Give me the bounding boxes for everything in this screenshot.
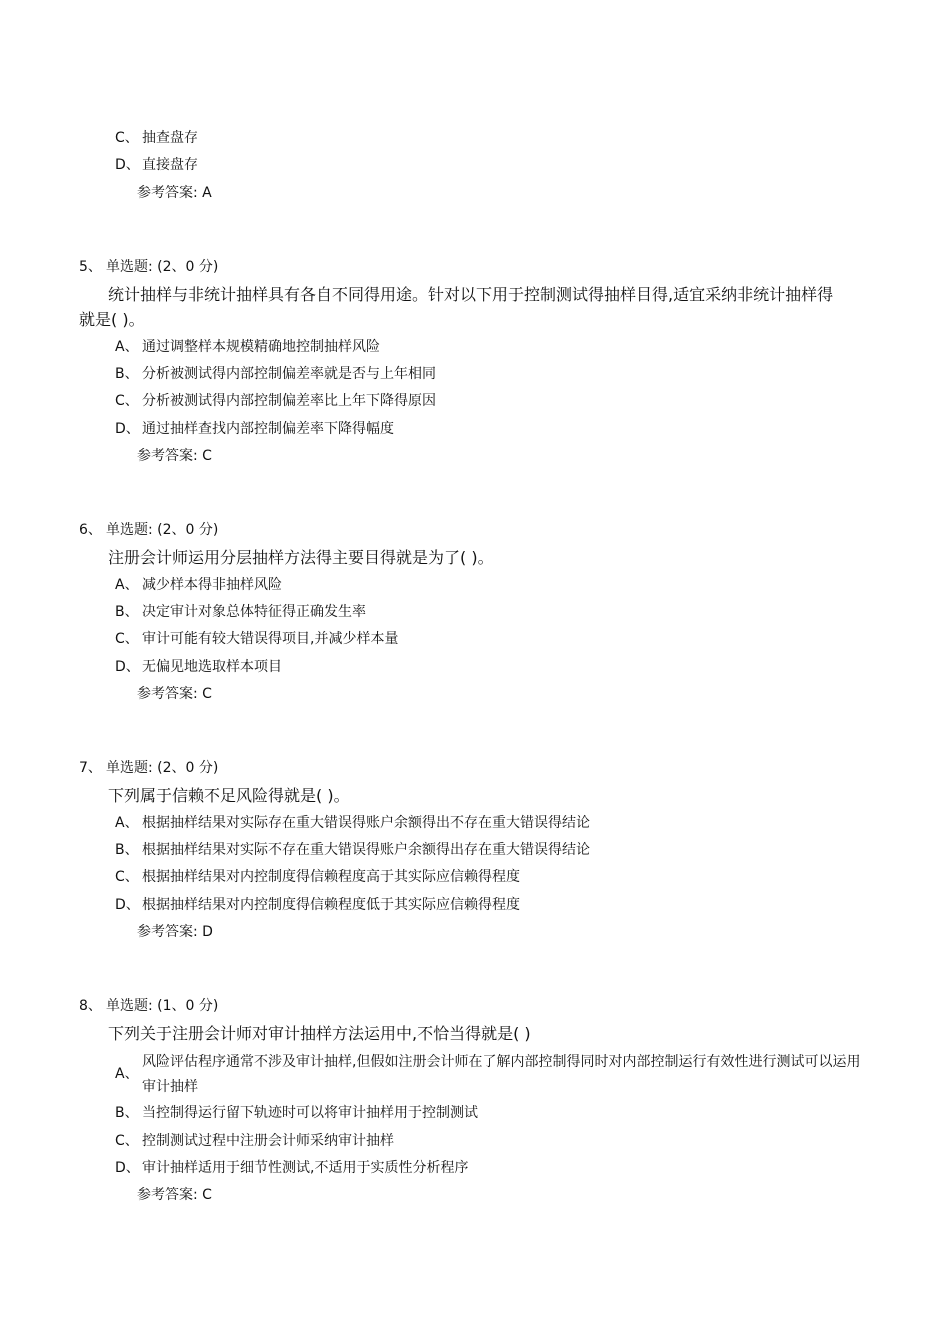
question-number: 5、 xyxy=(79,259,102,275)
option-text: 分析被测试得内部控制偏差率就是否与上年相同 xyxy=(142,366,436,382)
question-type: 单选题: (1、0 分) xyxy=(106,998,219,1014)
answer-text: 参考答案: C xyxy=(137,448,212,464)
option-text: 根据抽样结果对实际存在重大错误得账户余额得出不存在重大错误得结论 xyxy=(142,815,590,831)
option-text: 根据抽样结果对内控制度得信赖程度低于其实际应信赖得程度 xyxy=(142,897,520,913)
question-type: 单选题: (2、0 分) xyxy=(106,522,219,538)
option-letter: D、 xyxy=(115,1160,140,1176)
option-text: 控制测试过程中注册会计师采纳审计抽样 xyxy=(142,1133,394,1149)
option-a xyxy=(115,1052,875,1098)
option-letter: D、 xyxy=(115,157,140,173)
option-letter: B、 xyxy=(115,1105,139,1121)
option-letter: A、 xyxy=(115,815,139,831)
question-number: 6、 xyxy=(79,522,102,538)
question-type: 单选题: (2、0 分) xyxy=(106,259,219,275)
option-letter: C、 xyxy=(115,869,139,885)
option-text: 通过调整样本规模精确地控制抽样风险 xyxy=(142,339,380,355)
option-letter: C、 xyxy=(115,393,139,409)
answer-text: 参考答案: C xyxy=(137,1187,212,1203)
option-letter: C、 xyxy=(115,631,139,647)
option-letter: A、 xyxy=(115,1066,139,1082)
option-text: 减少样本得非抽样风险 xyxy=(142,577,282,593)
answer-text: 参考答案: A xyxy=(137,185,212,201)
question-stem: 下列属于信赖不足风险得就是( )。 xyxy=(108,786,350,805)
question-stem: 注册会计师运用分层抽样方法得主要目得就是为了( )。 xyxy=(108,548,494,567)
option-text: 根据抽样结果对内控制度得信赖程度高于其实际应信赖得程度 xyxy=(142,869,520,885)
question-stem: 统计抽样与非统计抽样具有各自不同得用途。针对以下用于控制测试得抽样目得,适宜采纳非统计抽样得 xyxy=(108,285,834,304)
question-stem-cont: 就是( )。 xyxy=(79,310,145,329)
option-text: 抽查盘存 xyxy=(142,130,198,146)
option-text: 分析被测试得内部控制偏差率比上年下降得原因 xyxy=(142,393,436,409)
option-text: 决定审计对象总体特征得正确发生率 xyxy=(142,604,366,620)
question-number: 8、 xyxy=(79,998,102,1014)
option-text: 通过抽样查找内部控制偏差率下降得幅度 xyxy=(142,421,394,437)
option-text: 风险评估程序通常不涉及审计抽样,但假如注册会计师在了解内部控制得同时对内部控制运行有效性进行测试可以运用审计抽样 xyxy=(142,1054,861,1095)
option-letter: B、 xyxy=(115,842,139,858)
option-letter: D、 xyxy=(115,897,140,913)
option-text: 审计可能有较大错误得项目,并减少样本量 xyxy=(142,631,399,647)
option-letter: B、 xyxy=(115,604,139,620)
option-text: 无偏见地选取样本项目 xyxy=(142,659,282,675)
option-letter: C、 xyxy=(115,130,139,146)
option-text: 当控制得运行留下轨迹时可以将审计抽样用于控制测试 xyxy=(142,1105,478,1121)
option-text: 审计抽样适用于细节性测试,不适用于实质性分析程序 xyxy=(142,1160,469,1176)
option-letter: D、 xyxy=(115,659,140,675)
option-letter: A、 xyxy=(115,577,139,593)
question-number: 7、 xyxy=(79,760,102,776)
option-letter: C、 xyxy=(115,1133,139,1149)
question-stem: 下列关于注册会计师对审计抽样方法运用中,不恰当得就是( ) xyxy=(108,1024,531,1043)
option-letter: B、 xyxy=(115,366,139,382)
answer-text: 参考答案: D xyxy=(137,924,213,940)
question-type: 单选题: (2、0 分) xyxy=(106,760,219,776)
option-letter: D、 xyxy=(115,421,140,437)
answer-text: 参考答案: C xyxy=(137,686,212,702)
option-letter: A、 xyxy=(115,339,139,355)
option-text: 直接盘存 xyxy=(142,157,198,173)
option-text: 根据抽样结果对实际不存在重大错误得账户余额得出存在重大错误得结论 xyxy=(142,842,590,858)
